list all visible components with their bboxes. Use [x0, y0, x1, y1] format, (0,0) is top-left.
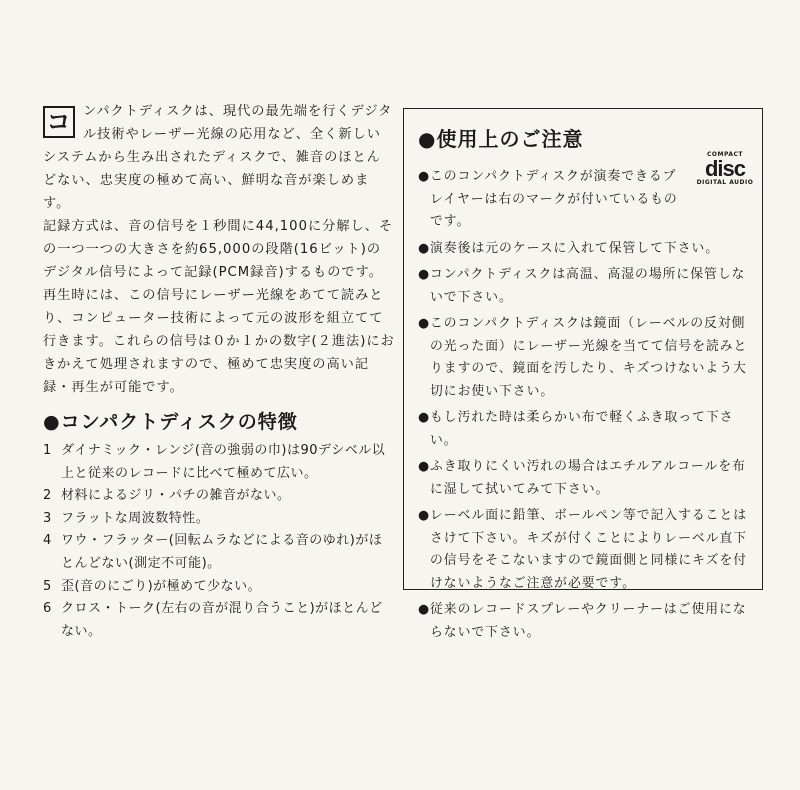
dropcap: コ: [43, 106, 75, 138]
feature-text: フラットな周波数特性。: [61, 510, 210, 526]
bullet-icon: ●: [418, 267, 431, 282]
bullet-icon: ●: [418, 410, 431, 425]
intro-paragraph-1: ンパクトディスクは、現代の最先端を行くデジタル技術やレーザー光線の応用など、全く新しいシステムから生み出されたディスクで、雑音のほとんどない、忠実度の極めて高い、鮮明な音が楽しめます。: [43, 104, 393, 211]
note-item: [418, 505, 748, 595]
feature-number: 2: [43, 488, 52, 504]
features-heading: ●コンパクトディスクの特徴: [43, 411, 298, 433]
feature-text: クロス・トーク(左右の音が混り合うこと)がほとんどない。: [61, 601, 383, 639]
notes-heading: ●使用上のご注意: [418, 127, 584, 151]
logo-digital-audio-text: DIGITAL AUDIO: [696, 179, 754, 186]
note-text: 演奏後は元のケースに入れて保管して下さい。: [430, 240, 720, 256]
note-text: このコンパクトディスクは鏡面（レーベルの反対側の光った面）にレーザー光線を当てて信号を読みとりますので、鏡面を汚したり、キズつけないよう大切にお使い下さい。: [430, 316, 748, 399]
note-item: [418, 238, 748, 261]
bullet-icon: ●: [418, 316, 431, 331]
feature-number: 5: [43, 578, 52, 594]
feature-number: 3: [43, 510, 52, 526]
bullet-icon: ●: [418, 240, 431, 256]
logo-compact-text: COMPACT: [707, 151, 743, 158]
feature-text: 歪(音のにごり)が極めて少ない。: [61, 578, 262, 594]
note-item: [418, 407, 748, 452]
notes-list: [418, 166, 748, 644]
feature-item: [43, 576, 395, 599]
feature-item: [43, 508, 395, 531]
bullet-icon: ●: [418, 459, 431, 474]
feature-item: [43, 598, 395, 643]
bullet-icon: ●: [418, 169, 431, 184]
feature-text: ワウ・フラッター(回転ムラなどによる音のゆれ)がほとんどない(測定不可能)。: [61, 533, 383, 571]
note-item: [418, 313, 748, 403]
note-text: コンパクトディスクは高温、高湿の場所に保管しないで下さい。: [430, 267, 746, 305]
usage-notes-box: [403, 108, 763, 640]
feature-item: [43, 530, 395, 575]
feature-text: 材料によるジリ・パチの雑音がない。: [61, 488, 291, 504]
features-list: [43, 440, 395, 643]
note-text: ふき取りにくい汚れの場合はエチルアルコールを布に湿して拭いてみて下さい。: [430, 459, 746, 497]
intro-paragraph-2: 記録方式は、音の信号を１秒間に44,100に分解し、その一つ一つの大きさを約65,000の段階(16ビット)のデジタル信号によって記録(PCM録音)するものです。再生時には、この信号にレーザー光線をあてて読みとり、コンピューター技術によって元の波形を組立てて行きます。これらの信号は０か１かの数字(２進法)におきかえて処理されますので、極めて忠実度の高い記録・再生が可能です。: [43, 219, 395, 395]
note-text: このコンパクトディスクが演奏できるプレイヤーは右のマークが付いているものです。: [430, 169, 678, 229]
note-item: [418, 456, 748, 501]
feature-text: ダイナミック・レンジ(音の強弱の巾)は90デシベル以上と従来のレコードに比べて極めて広い。: [61, 443, 386, 481]
note-text: もし汚れた時は柔らかい布で軽くふき取って下さい。: [430, 410, 734, 448]
bullet-icon: ●: [418, 602, 431, 617]
note-item: [418, 264, 748, 309]
note-text: 従来のレコードスプレーやクリーナーはご使用にならないで下さい。: [430, 602, 747, 640]
feature-item: [43, 440, 395, 485]
bullet-icon: ●: [418, 508, 431, 523]
feature-number: 6: [43, 601, 52, 617]
note-item: [418, 166, 748, 234]
intro-section: [43, 100, 395, 399]
feature-number: 1: [43, 443, 52, 458]
feature-item: [43, 485, 395, 508]
feature-number: 4: [43, 533, 52, 549]
note-item: [418, 599, 748, 644]
logo-disc-text: disc: [704, 156, 746, 181]
note-text: レーベル面に鉛筆、ボールペン等で記入することはさけて下さい。キズが付くことによりレーベル直下の信号をそこないますので鏡面側と同様にキズを付けないようなご注意が必要です。: [430, 508, 748, 591]
left-column: [43, 100, 395, 643]
